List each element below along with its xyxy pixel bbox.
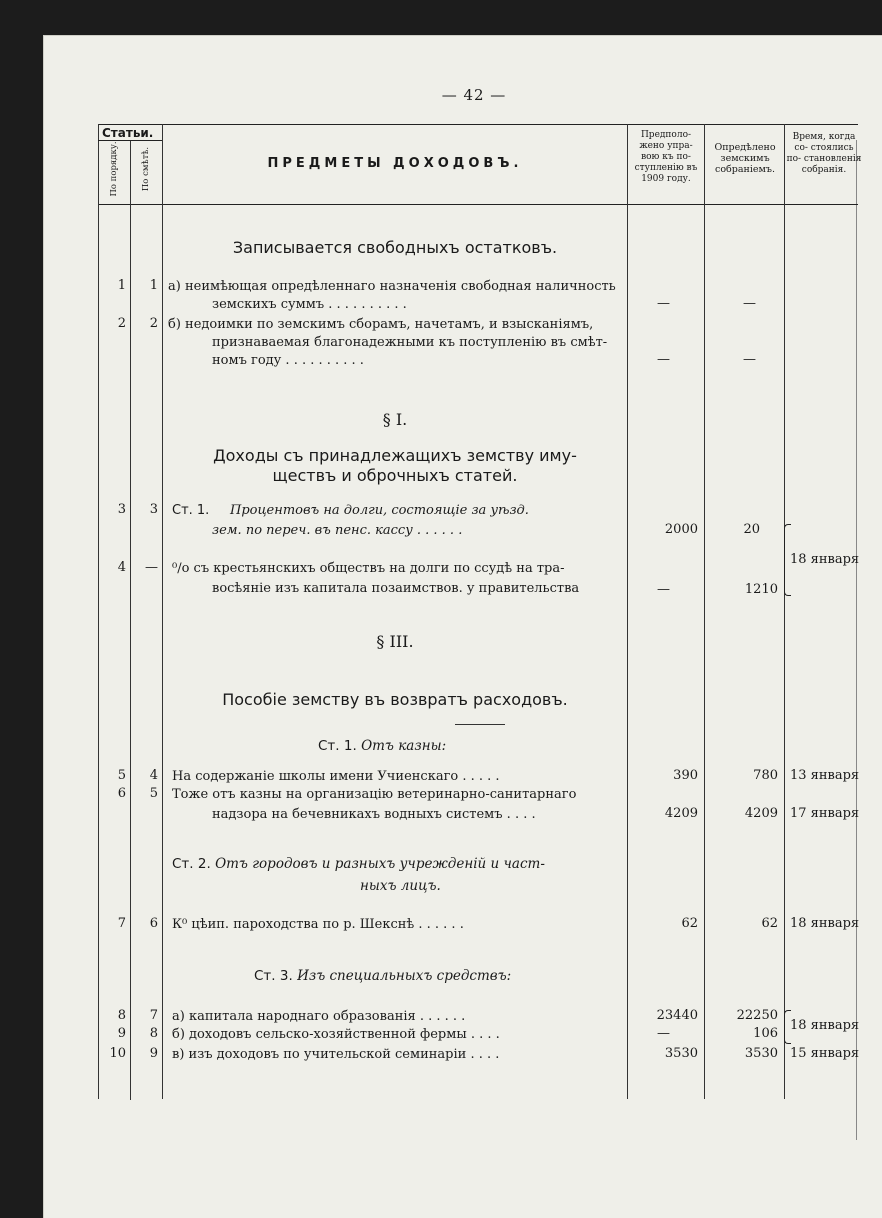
row1-planned: — (657, 296, 670, 311)
row9-line1: б) доходовъ сельско-хозяйственной фермы . . . . (172, 1027, 500, 1042)
row2-planned: — (657, 352, 670, 367)
row6-order: 6 (117, 786, 126, 801)
header-title: ПРЕДМЕТЫ ДОХОДОВЪ. (267, 156, 523, 171)
row6-line2: надзора на бечевникахъ водныхъ системъ . . . . (212, 807, 536, 822)
row2-approved: — (743, 352, 756, 367)
row10-estimate: 9 (149, 1046, 158, 1061)
row8-estimate: 7 (149, 1008, 158, 1023)
row1-line2: земскихъ суммъ . . . . . . . . . . (212, 297, 407, 312)
row6-estimate: 5 (149, 786, 158, 801)
col-divider-c2 (704, 124, 705, 1099)
row10-line1: в) изъ доходовъ по учительской семинаріи . . . . (172, 1047, 500, 1062)
row8-line1: а) капитала народнаго образованія . . . . . . (172, 1009, 466, 1024)
row2-order: 2 (117, 316, 126, 331)
row7-date: 18 января (790, 916, 860, 931)
page-number: — 42 — (441, 86, 507, 104)
st2-name-line2: ныхъ лицъ. (360, 878, 441, 894)
row4-order: 4 (117, 560, 126, 575)
row7-estimate: 6 (149, 916, 158, 931)
header-stati: Статьи. (102, 126, 154, 140)
row8-planned: 23440 (656, 1008, 698, 1023)
row7-approved: 62 (761, 916, 778, 931)
header-po-poryadku: По порядку. (109, 141, 119, 197)
st3-label: Ст. 3. (254, 968, 293, 984)
row3-order: 3 (117, 502, 126, 517)
row10-approved: 3530 (744, 1046, 778, 1061)
row1-order: 1 (117, 278, 126, 293)
header-col-time: Время, когда со- стоялись по- становленія собранія. (786, 132, 862, 175)
next-page-edge (856, 140, 882, 1140)
row8-approved: 22250 (736, 1008, 778, 1023)
header-po-smete: По смѣтѣ. (141, 146, 151, 192)
section-3-title: Пособіе земству въ возвратъ расходовъ. (222, 690, 568, 709)
section-1-title-line1: Доходы съ принадлежащихъ земству иму- (213, 446, 577, 465)
stati-underline (98, 140, 162, 141)
row6-line1: Тоже отъ казны на организацію ветеринарно-санитарнаго (172, 787, 577, 802)
row5-planned: 390 (673, 768, 698, 783)
row10-planned: 3530 (664, 1046, 698, 1061)
row8-9-date: 18 января (790, 1018, 860, 1033)
row5-line1: На содержаніе школы имени Учиенскаго . . . . . (172, 769, 500, 784)
st1-name: Отъ казны: (361, 738, 447, 754)
row3-approved: 20 (743, 522, 760, 537)
section-free-balances-title: Записывается свободныхъ остатковъ. (232, 238, 558, 257)
st1-heading (318, 738, 446, 754)
st2-name-line1: Отъ городовъ и разныхъ учрежденій и част- (215, 856, 545, 872)
row10-order: 10 (109, 1046, 126, 1061)
row2-line2: признаваемая благонадежными къ поступленію въ смѣт- (212, 335, 608, 350)
row7-line1: К⁰ цѣип. пароходства по р. Шекснѣ . . . . . . (172, 917, 464, 932)
row4-approved: 1210 (744, 582, 778, 597)
row4-planned: — (657, 582, 670, 597)
header-col-approved: Опредѣлено земскимъ собраніемъ. (714, 142, 776, 175)
header-bottom-border (98, 204, 858, 205)
row6-date: 17 января (790, 806, 860, 821)
row2-line3: номъ году . . . . . . . . . . (212, 353, 364, 368)
table-top-border (98, 124, 858, 125)
st1-label: Ст. 1. (318, 738, 357, 754)
st2-heading (172, 856, 627, 872)
col-divider-c1 (627, 124, 628, 1099)
row5-date: 13 января (790, 768, 860, 783)
section-1-mark: § I. (382, 410, 408, 429)
section-3-mark: § III. (376, 632, 414, 651)
col-divider-title (162, 124, 163, 1099)
row7-planned: 62 (681, 916, 698, 931)
row1-approved: — (743, 296, 756, 311)
row8-order: 8 (117, 1008, 126, 1023)
st2-heading-cont (360, 878, 441, 894)
section-3-rule (455, 724, 505, 725)
st2-label: Ст. 2. (172, 856, 211, 872)
row4-estimate: — (145, 560, 158, 575)
st3-heading (254, 968, 511, 984)
row5-order: 5 (117, 768, 126, 783)
row1-line1: а) неимѣющая опредѣленнаго назначенія свободная наличность (168, 279, 616, 294)
row10-date: 15 января (790, 1046, 860, 1061)
row2-line1: б) недоимки по земскимъ сборамъ, начетамъ, и взысканіямъ, (168, 317, 594, 332)
header-col-planned: Предполо- жено упра- вою къ по- ступленію въ 1909 году. (634, 130, 698, 184)
row3-planned: 2000 (664, 522, 698, 537)
col-left-border (98, 124, 99, 1099)
st3-name: Изъ специальныхъ средствъ: (297, 968, 512, 984)
row4-line2: восѣяніе изъ капитала позаимствов. у правительства (212, 581, 580, 596)
row3-4-date: 18 января (790, 552, 860, 567)
row3-line1: Процентовъ на долги, состоящіе за уѣзд. (230, 503, 529, 518)
row3-article: Ст. 1. (172, 503, 210, 518)
row9-approved: 106 (753, 1026, 778, 1041)
col-divider-c3 (784, 124, 785, 1099)
row9-estimate: 8 (149, 1026, 158, 1041)
row6-planned: 4209 (664, 806, 698, 821)
row6-approved: 4209 (744, 806, 778, 821)
row4-line1: ⁰/о съ крестьянскихъ обществъ на долги по ссудѣ на тра- (172, 561, 565, 576)
row1-estimate: 1 (149, 278, 158, 293)
row9-order: 9 (117, 1026, 126, 1041)
row5-approved: 780 (753, 768, 778, 783)
section-1-title-line2: ществъ и оброчныхъ статей. (272, 466, 518, 485)
row9-planned: — (657, 1026, 670, 1041)
row3-estimate: 3 (149, 502, 158, 517)
row5-estimate: 4 (149, 768, 158, 783)
row3-line2: зем. по переч. въ пенс. кассу . . . . . . (212, 523, 463, 538)
row2-estimate: 2 (149, 316, 158, 331)
row7-order: 7 (117, 916, 126, 931)
